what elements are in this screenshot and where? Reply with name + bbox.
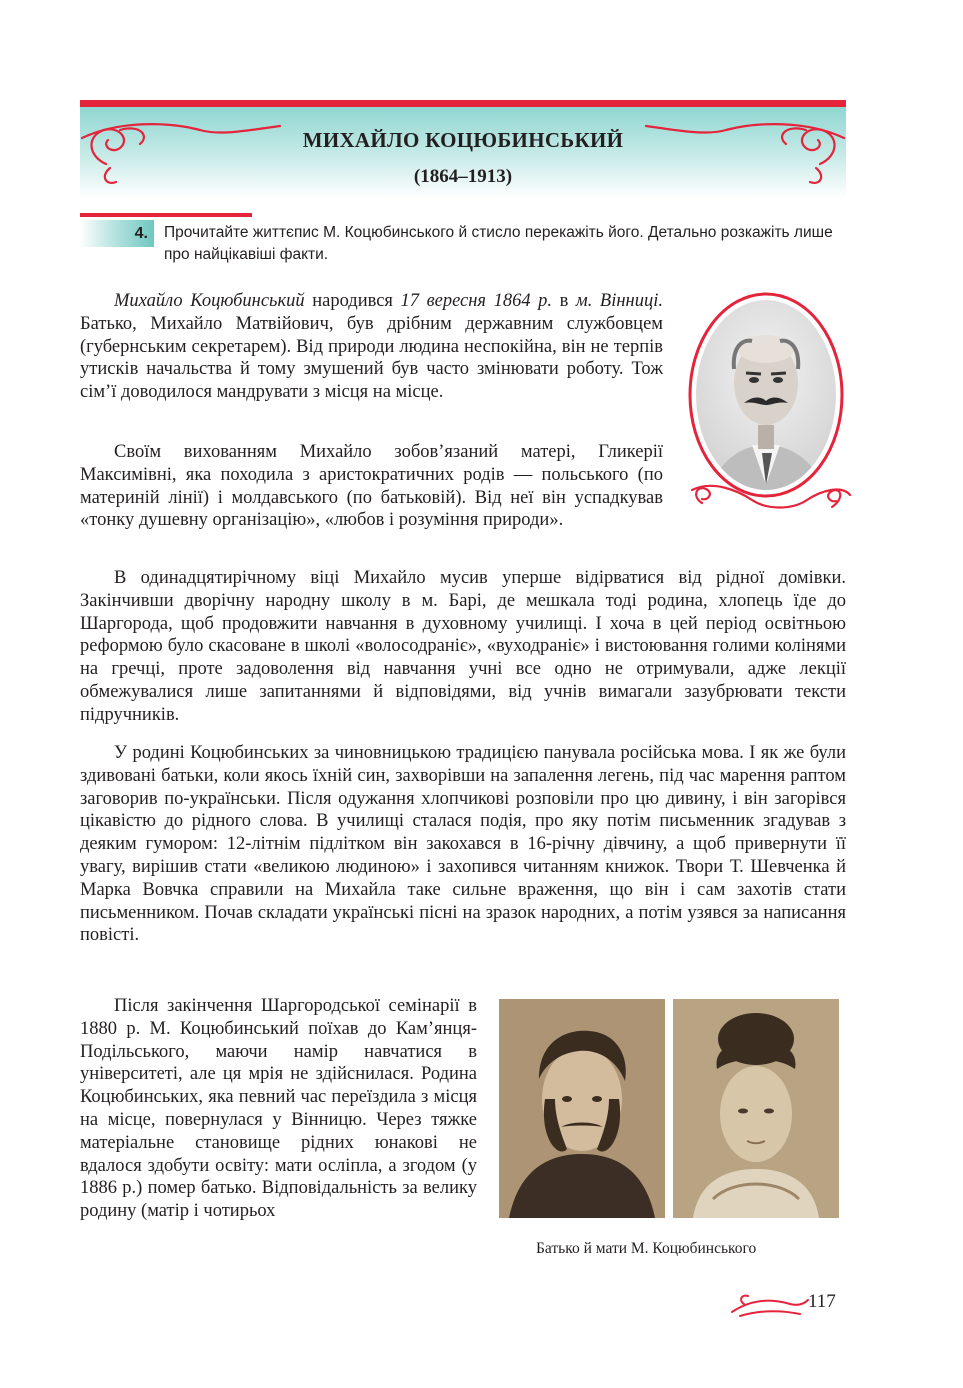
text-span: Батько, Михайло Матвійович, був дрібним державним службовцем (губернським секретарем). Від природи людина неспокійна, він не терпів утисків начальства й тому змушений був часто змінювати роботу. Тож сім’ї доводилося мандрувати з місця на місце. [80, 313, 663, 403]
text-span: в [552, 291, 576, 311]
task-number: 4. [80, 220, 154, 247]
page-number: 117 [808, 1291, 836, 1312]
photo-mother [673, 999, 839, 1218]
paragraph-2: Своїм вихованням Михайло зобов’язаний матері, Гликерії Максимівні, яка походила з аристократичних родів — польського (по материній лінії) і молдавського (по батьковій). Від неї він успадкував «тонку душевну організацію», «любов і розуміння природи». [80, 442, 663, 531]
paragraph-4: У родині Коцюбинських за чиновницькою традицією панувала російська мова. І як же були здивовані батьки, коли якось їхній син, захворівши на запалення легень, під час марення раптом заговорив по-українськи. Після одужання хлопчикові розповіли про цю дивину, і він загорівся цікавістю до рідного слова. В училищі сталася подія, про яку потім письменник згадував з деяким гумором: 12-літнім підлітком він закохався в 16-річну дівчину, а щоб привернути її увагу, вирішив стати «великою людиною» і захопився читанням книжок. Твори Т. Шевченка й Марка Вовчка справили на Михайла таке сильне враження, що він і сам захотів стати письменником. Почав складати українські пісні на зразок народних, а потім узявся за написання повісті. [80, 743, 846, 946]
paragraph-5: Після закінчення Шаргородської семінарії в 1880 р. М. Коцюбинський поїхав до Кам’янця-Подільського, маючи намір навчатися в університеті, але ця мрія не здійснилася. Родина Коцюбинських, яка певний час переїздила з місця на місце, повернулася у Вінницю. Через тяжке матеріальне становище рідних юнакові не вдалося здобути освіту: мати осліпла, а згодом (у 1886 р.) помер батько. Відповідальність за велику родину (матір і чотирьох [80, 996, 477, 1222]
paragraph-1 [80, 290, 663, 404]
task-text: Прочитайте життєпис М. Коцюбинського й стисло перекажіть його. Детально розкажіть лише про найцікавіші факти. [164, 224, 833, 263]
portrait-kotsiubynsky [682, 285, 852, 540]
name-italic: Михайло Коцюбинський [114, 291, 305, 311]
birth-place-italic: м. Вінниці. [575, 291, 663, 311]
birth-date-italic: 17 вересня 1864 р. [400, 291, 553, 311]
task-divider [80, 213, 252, 217]
photo-caption: Батько й мати М. Коцюбинського [536, 1240, 757, 1257]
life-dates: (1864–1913) [413, 166, 513, 187]
page-title: МИХАЙЛО КОЦЮБИНСЬКИЙ [302, 128, 624, 152]
pagenum-flourish [730, 1290, 810, 1320]
paragraph-3: В одинадцятирічному віці Михайло мусив уперше відірватися від рідної домівки. Закінчивши дворічну народну школу в м. Барі, де мешкала тоді родина, хлопець їде до Шаргорода, щоб продовжити навчання в духовному училищі. І хоча в цей період освітньою реформою було скасоване в школі «волосодраніє», «вуходраніє» і вистоювання голими колінями на гречці, проте задоволення від навчання учні все одно не отримували, адже лекції обмежувалися лише запитаннями й відповідями, від учнів вимагали зазубрювати тексти підручників. [80, 568, 846, 725]
text-span: народився [304, 291, 401, 311]
photo-father [499, 999, 665, 1218]
